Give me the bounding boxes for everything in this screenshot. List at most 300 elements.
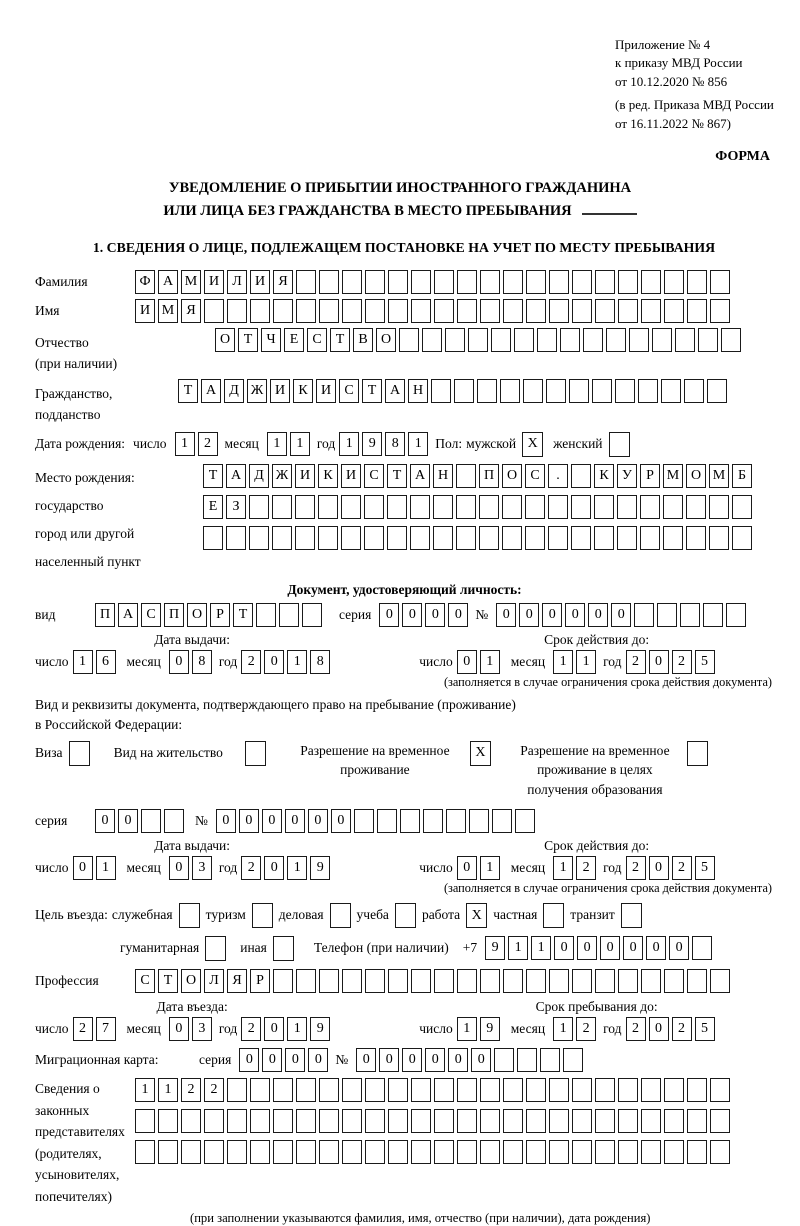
cell[interactable]: 0 bbox=[169, 1017, 189, 1041]
cell[interactable]: И bbox=[295, 464, 315, 488]
cell[interactable]: 0 bbox=[649, 856, 669, 880]
cell[interactable] bbox=[707, 379, 727, 403]
cell[interactable] bbox=[204, 299, 224, 323]
cell[interactable] bbox=[687, 969, 707, 993]
identity-valid-month-cells[interactable] bbox=[553, 650, 599, 674]
cell[interactable]: 2 bbox=[672, 856, 692, 880]
identity-series-cells[interactable] bbox=[379, 603, 471, 627]
cell[interactable]: С bbox=[307, 328, 327, 352]
cell[interactable]: 1 bbox=[267, 432, 287, 456]
cell[interactable] bbox=[319, 270, 339, 294]
cell[interactable] bbox=[572, 1078, 592, 1102]
cell[interactable] bbox=[388, 1078, 408, 1102]
cell[interactable] bbox=[434, 1078, 454, 1102]
cell[interactable] bbox=[410, 526, 430, 550]
cell[interactable]: И bbox=[204, 270, 224, 294]
cell[interactable]: 0 bbox=[402, 1048, 422, 1072]
cell[interactable] bbox=[503, 1109, 523, 1133]
cell[interactable] bbox=[710, 1078, 730, 1102]
cell[interactable] bbox=[652, 328, 672, 352]
residence-issue-day-cells[interactable] bbox=[73, 856, 119, 880]
cell[interactable]: 0 bbox=[448, 1048, 468, 1072]
cell[interactable]: Я bbox=[273, 270, 293, 294]
cell[interactable] bbox=[249, 495, 269, 519]
birth-month-cells[interactable] bbox=[267, 432, 313, 456]
cell[interactable] bbox=[548, 526, 568, 550]
cell[interactable] bbox=[423, 809, 443, 833]
entry-year-cells[interactable] bbox=[241, 1017, 333, 1041]
cell[interactable] bbox=[457, 270, 477, 294]
cell[interactable] bbox=[342, 1109, 362, 1133]
cell[interactable]: Я bbox=[227, 969, 247, 993]
cell[interactable] bbox=[249, 526, 269, 550]
birth-place-cells-row3[interactable] bbox=[203, 526, 755, 550]
cell[interactable] bbox=[227, 1140, 247, 1164]
cell[interactable]: О bbox=[502, 464, 522, 488]
cell[interactable]: 0 bbox=[402, 603, 422, 627]
cell[interactable]: 0 bbox=[425, 1048, 445, 1072]
cell[interactable]: 5 bbox=[695, 856, 715, 880]
cell[interactable] bbox=[595, 270, 615, 294]
cell[interactable] bbox=[445, 328, 465, 352]
cell[interactable]: 0 bbox=[611, 603, 631, 627]
cell[interactable] bbox=[319, 969, 339, 993]
purpose-official-checkbox[interactable] bbox=[179, 903, 200, 928]
cell[interactable]: Ч bbox=[261, 328, 281, 352]
cell[interactable]: 9 bbox=[310, 1017, 330, 1041]
cell[interactable] bbox=[526, 1109, 546, 1133]
cell[interactable] bbox=[296, 1140, 316, 1164]
identity-valid-day-cells[interactable] bbox=[457, 650, 503, 674]
cell[interactable]: А bbox=[158, 270, 178, 294]
cell[interactable]: 0 bbox=[169, 856, 189, 880]
cell[interactable]: Р bbox=[640, 464, 660, 488]
cell[interactable]: С bbox=[141, 603, 161, 627]
cell[interactable] bbox=[526, 270, 546, 294]
cell[interactable] bbox=[641, 299, 661, 323]
cell[interactable] bbox=[634, 603, 654, 627]
cell[interactable]: 0 bbox=[496, 603, 516, 627]
cell[interactable]: И bbox=[316, 379, 336, 403]
cell[interactable] bbox=[319, 1109, 339, 1133]
cell[interactable]: 0 bbox=[565, 603, 585, 627]
cell[interactable]: 0 bbox=[285, 1048, 305, 1072]
cell[interactable] bbox=[540, 1048, 560, 1072]
cell[interactable]: 6 bbox=[96, 650, 116, 674]
cell[interactable] bbox=[479, 495, 499, 519]
stay-month-cells[interactable] bbox=[553, 1017, 599, 1041]
cell[interactable] bbox=[548, 495, 568, 519]
cell[interactable] bbox=[572, 1109, 592, 1133]
cell[interactable]: Е bbox=[284, 328, 304, 352]
cell[interactable] bbox=[537, 328, 557, 352]
cell[interactable] bbox=[431, 379, 451, 403]
cell[interactable] bbox=[387, 526, 407, 550]
cell[interactable]: О bbox=[187, 603, 207, 627]
cell[interactable]: Е bbox=[203, 495, 223, 519]
cell[interactable]: 2 bbox=[576, 1017, 596, 1041]
cell[interactable] bbox=[181, 1140, 201, 1164]
cell[interactable]: Т bbox=[233, 603, 253, 627]
cell[interactable] bbox=[675, 328, 695, 352]
cell[interactable]: Я bbox=[181, 299, 201, 323]
cell[interactable] bbox=[272, 526, 292, 550]
cell[interactable]: И bbox=[135, 299, 155, 323]
cell[interactable]: В bbox=[353, 328, 373, 352]
cell[interactable] bbox=[502, 495, 522, 519]
cell[interactable] bbox=[594, 495, 614, 519]
cell[interactable]: 2 bbox=[626, 856, 646, 880]
purpose-tourism-checkbox[interactable] bbox=[252, 903, 273, 928]
cell[interactable] bbox=[686, 495, 706, 519]
cell[interactable] bbox=[595, 1078, 615, 1102]
cell[interactable] bbox=[457, 299, 477, 323]
cell[interactable] bbox=[227, 1109, 247, 1133]
cell[interactable]: И bbox=[341, 464, 361, 488]
cell[interactable] bbox=[595, 1109, 615, 1133]
cell[interactable] bbox=[295, 495, 315, 519]
cell[interactable] bbox=[319, 299, 339, 323]
cell[interactable] bbox=[526, 1140, 546, 1164]
migration-number-cells[interactable] bbox=[356, 1048, 586, 1072]
residence-series-cells[interactable] bbox=[95, 809, 187, 833]
cell[interactable] bbox=[572, 1140, 592, 1164]
cell[interactable] bbox=[563, 1048, 583, 1072]
cell[interactable]: Н bbox=[433, 464, 453, 488]
cell[interactable]: 2 bbox=[672, 650, 692, 674]
cell[interactable]: 1 bbox=[553, 1017, 573, 1041]
cell[interactable]: 0 bbox=[356, 1048, 376, 1072]
cell[interactable]: М bbox=[181, 270, 201, 294]
cell[interactable]: 0 bbox=[379, 603, 399, 627]
cell[interactable]: 1 bbox=[175, 432, 195, 456]
cell[interactable] bbox=[703, 603, 723, 627]
cell[interactable] bbox=[365, 1109, 385, 1133]
cell[interactable] bbox=[710, 969, 730, 993]
cell[interactable] bbox=[296, 270, 316, 294]
cell[interactable] bbox=[295, 526, 315, 550]
cell[interactable]: Т bbox=[330, 328, 350, 352]
cell[interactable] bbox=[433, 526, 453, 550]
legal-representatives-cells-row3[interactable] bbox=[135, 1140, 733, 1164]
cell[interactable] bbox=[657, 603, 677, 627]
profession-cells[interactable] bbox=[135, 969, 733, 993]
cell[interactable] bbox=[273, 1140, 293, 1164]
cell[interactable]: 0 bbox=[262, 809, 282, 833]
identity-issue-year-cells[interactable] bbox=[241, 650, 333, 674]
cell[interactable] bbox=[250, 1140, 270, 1164]
cell[interactable] bbox=[256, 603, 276, 627]
cell[interactable] bbox=[204, 1140, 224, 1164]
cell[interactable]: 5 bbox=[695, 650, 715, 674]
cell[interactable]: 1 bbox=[96, 856, 116, 880]
cell[interactable]: Т bbox=[362, 379, 382, 403]
cell[interactable] bbox=[273, 1078, 293, 1102]
cell[interactable] bbox=[721, 328, 741, 352]
cell[interactable] bbox=[726, 603, 746, 627]
cell[interactable] bbox=[641, 969, 661, 993]
entry-day-cells[interactable] bbox=[73, 1017, 119, 1041]
cell[interactable] bbox=[354, 809, 374, 833]
cell[interactable] bbox=[572, 299, 592, 323]
cell[interactable] bbox=[491, 328, 511, 352]
cell[interactable] bbox=[273, 969, 293, 993]
cell[interactable] bbox=[595, 299, 615, 323]
cell[interactable] bbox=[583, 328, 603, 352]
cell[interactable]: 2 bbox=[73, 1017, 93, 1041]
cell[interactable]: 0 bbox=[285, 809, 305, 833]
cell[interactable] bbox=[434, 1109, 454, 1133]
cell[interactable]: Р bbox=[210, 603, 230, 627]
cell[interactable]: 2 bbox=[241, 1017, 261, 1041]
cell[interactable]: 0 bbox=[264, 650, 284, 674]
cell[interactable]: Т bbox=[158, 969, 178, 993]
cell[interactable] bbox=[411, 1109, 431, 1133]
cell[interactable] bbox=[618, 1109, 638, 1133]
cell[interactable]: 0 bbox=[457, 650, 477, 674]
cell[interactable] bbox=[272, 495, 292, 519]
cell[interactable] bbox=[457, 1078, 477, 1102]
cell[interactable]: Д bbox=[224, 379, 244, 403]
legal-representatives-cells-row2[interactable] bbox=[135, 1109, 733, 1133]
cell[interactable] bbox=[503, 1140, 523, 1164]
residence-valid-month-cells[interactable] bbox=[553, 856, 599, 880]
cell[interactable] bbox=[687, 1109, 707, 1133]
cell[interactable] bbox=[400, 809, 420, 833]
cell[interactable]: А bbox=[226, 464, 246, 488]
purpose-work-checkbox[interactable]: X bbox=[466, 903, 487, 928]
cell[interactable] bbox=[515, 809, 535, 833]
cell[interactable] bbox=[457, 969, 477, 993]
cell[interactable]: С bbox=[339, 379, 359, 403]
cell[interactable]: 2 bbox=[241, 856, 261, 880]
cell[interactable] bbox=[560, 328, 580, 352]
purpose-humanitarian-checkbox[interactable] bbox=[205, 936, 226, 961]
cell[interactable] bbox=[480, 969, 500, 993]
cell[interactable]: И bbox=[250, 270, 270, 294]
residence-valid-year-cells[interactable] bbox=[626, 856, 718, 880]
cell[interactable] bbox=[572, 270, 592, 294]
cell[interactable] bbox=[273, 1109, 293, 1133]
cell[interactable] bbox=[318, 526, 338, 550]
cell[interactable]: М bbox=[663, 464, 683, 488]
entry-month-cells[interactable] bbox=[169, 1017, 215, 1041]
cell[interactable]: 3 bbox=[192, 856, 212, 880]
residence-valid-day-cells[interactable] bbox=[457, 856, 503, 880]
cell[interactable]: 1 bbox=[287, 650, 307, 674]
cell[interactable]: 0 bbox=[118, 809, 138, 833]
cell[interactable]: 1 bbox=[480, 856, 500, 880]
cell[interactable] bbox=[411, 299, 431, 323]
cell[interactable] bbox=[158, 1109, 178, 1133]
purpose-study-checkbox[interactable] bbox=[395, 903, 416, 928]
visa-checkbox[interactable] bbox=[69, 741, 90, 766]
cell[interactable] bbox=[523, 379, 543, 403]
patronymic-cells[interactable] bbox=[215, 328, 744, 352]
migration-series-cells[interactable] bbox=[239, 1048, 331, 1072]
cell[interactable] bbox=[141, 809, 161, 833]
cell[interactable] bbox=[503, 299, 523, 323]
purpose-other-checkbox[interactable] bbox=[273, 936, 294, 961]
cell[interactable] bbox=[434, 1140, 454, 1164]
identity-number-cells[interactable] bbox=[496, 603, 749, 627]
cell[interactable]: 1 bbox=[158, 1078, 178, 1102]
cell[interactable] bbox=[273, 299, 293, 323]
purpose-private-checkbox[interactable] bbox=[543, 903, 564, 928]
cell[interactable] bbox=[226, 526, 246, 550]
cell[interactable]: З bbox=[226, 495, 246, 519]
cell[interactable] bbox=[502, 526, 522, 550]
identity-issue-month-cells[interactable] bbox=[169, 650, 215, 674]
cell[interactable]: 3 bbox=[192, 1017, 212, 1041]
cell[interactable] bbox=[318, 495, 338, 519]
cell[interactable]: К bbox=[293, 379, 313, 403]
cell[interactable]: А bbox=[201, 379, 221, 403]
cell[interactable]: У bbox=[617, 464, 637, 488]
cell[interactable]: 1 bbox=[339, 432, 359, 456]
cell[interactable]: Н bbox=[408, 379, 428, 403]
cell[interactable] bbox=[422, 328, 442, 352]
cell[interactable] bbox=[546, 379, 566, 403]
cell[interactable] bbox=[494, 1048, 514, 1072]
cell[interactable] bbox=[468, 328, 488, 352]
cell[interactable]: Т bbox=[387, 464, 407, 488]
cell[interactable] bbox=[517, 1048, 537, 1072]
cell[interactable]: П bbox=[479, 464, 499, 488]
cell[interactable] bbox=[341, 495, 361, 519]
purpose-business-checkbox[interactable] bbox=[330, 903, 351, 928]
cell[interactable] bbox=[526, 1078, 546, 1102]
stay-year-cells[interactable] bbox=[626, 1017, 718, 1041]
cell[interactable] bbox=[296, 299, 316, 323]
cell[interactable]: 9 bbox=[310, 856, 330, 880]
birth-year-cells[interactable] bbox=[339, 432, 431, 456]
cell[interactable]: 0 bbox=[588, 603, 608, 627]
cell[interactable] bbox=[296, 1109, 316, 1133]
cell[interactable] bbox=[227, 1078, 247, 1102]
cell[interactable] bbox=[365, 270, 385, 294]
cell[interactable]: О bbox=[181, 969, 201, 993]
cell[interactable]: П bbox=[95, 603, 115, 627]
cell[interactable] bbox=[595, 1140, 615, 1164]
cell[interactable] bbox=[388, 1140, 408, 1164]
cell[interactable]: 0 bbox=[542, 603, 562, 627]
cell[interactable]: 2 bbox=[241, 650, 261, 674]
cell[interactable] bbox=[569, 379, 589, 403]
cell[interactable] bbox=[364, 526, 384, 550]
cell[interactable] bbox=[250, 1109, 270, 1133]
cell[interactable] bbox=[525, 495, 545, 519]
cell[interactable] bbox=[250, 299, 270, 323]
cell[interactable]: Ф bbox=[135, 270, 155, 294]
cell[interactable]: Т bbox=[178, 379, 198, 403]
cell[interactable]: 7 bbox=[96, 1017, 116, 1041]
cell[interactable] bbox=[592, 379, 612, 403]
cell[interactable]: М bbox=[158, 299, 178, 323]
sex-female-checkbox[interactable] bbox=[609, 432, 630, 457]
cell[interactable] bbox=[680, 603, 700, 627]
cell[interactable]: 2 bbox=[672, 1017, 692, 1041]
cell[interactable] bbox=[684, 379, 704, 403]
cell[interactable]: 1 bbox=[553, 650, 573, 674]
cell[interactable]: А bbox=[118, 603, 138, 627]
surname-cells[interactable] bbox=[135, 270, 733, 294]
cell[interactable] bbox=[641, 1109, 661, 1133]
birth-day-cells[interactable] bbox=[175, 432, 221, 456]
cell[interactable] bbox=[640, 495, 660, 519]
cell[interactable] bbox=[641, 1078, 661, 1102]
cell[interactable]: 1 bbox=[290, 432, 310, 456]
identity-issue-day-cells[interactable] bbox=[73, 650, 119, 674]
purpose-transit-checkbox[interactable] bbox=[621, 903, 642, 928]
cell[interactable]: Т bbox=[238, 328, 258, 352]
cell[interactable] bbox=[296, 969, 316, 993]
stay-day-cells[interactable] bbox=[457, 1017, 503, 1041]
cell[interactable] bbox=[664, 299, 684, 323]
cell[interactable]: С bbox=[135, 969, 155, 993]
cell[interactable]: Д bbox=[249, 464, 269, 488]
cell[interactable] bbox=[549, 1140, 569, 1164]
cell[interactable] bbox=[687, 1140, 707, 1164]
cell[interactable]: 1 bbox=[287, 856, 307, 880]
cell[interactable] bbox=[514, 328, 534, 352]
cell[interactable] bbox=[571, 495, 591, 519]
cell[interactable] bbox=[661, 379, 681, 403]
cell[interactable]: 2 bbox=[626, 1017, 646, 1041]
cell[interactable]: 0 bbox=[519, 603, 539, 627]
cell[interactable] bbox=[364, 495, 384, 519]
cell[interactable] bbox=[618, 299, 638, 323]
cell[interactable]: Ж bbox=[272, 464, 292, 488]
cell[interactable] bbox=[164, 809, 184, 833]
cell[interactable] bbox=[503, 1078, 523, 1102]
cell[interactable] bbox=[469, 809, 489, 833]
residence-issue-month-cells[interactable] bbox=[169, 856, 215, 880]
cell[interactable]: 5 bbox=[695, 1017, 715, 1041]
cell[interactable]: 2 bbox=[204, 1078, 224, 1102]
cell[interactable] bbox=[342, 969, 362, 993]
cell[interactable] bbox=[503, 969, 523, 993]
cell[interactable] bbox=[342, 270, 362, 294]
cell[interactable]: 0 bbox=[169, 650, 189, 674]
cell[interactable] bbox=[641, 1140, 661, 1164]
cell[interactable]: 9 bbox=[362, 432, 382, 456]
cell[interactable] bbox=[549, 969, 569, 993]
cell[interactable] bbox=[411, 270, 431, 294]
cell[interactable]: 0 bbox=[646, 936, 666, 960]
cell[interactable] bbox=[456, 526, 476, 550]
cell[interactable] bbox=[687, 270, 707, 294]
cell[interactable]: 2 bbox=[181, 1078, 201, 1102]
cell[interactable]: 8 bbox=[385, 432, 405, 456]
cell[interactable] bbox=[638, 379, 658, 403]
cell[interactable] bbox=[572, 969, 592, 993]
cell[interactable] bbox=[687, 1078, 707, 1102]
cell[interactable] bbox=[618, 1078, 638, 1102]
cell[interactable] bbox=[710, 1140, 730, 1164]
cell[interactable] bbox=[319, 1078, 339, 1102]
cell[interactable] bbox=[454, 379, 474, 403]
cell[interactable] bbox=[250, 1078, 270, 1102]
cell[interactable] bbox=[641, 270, 661, 294]
cell[interactable]: . bbox=[548, 464, 568, 488]
identity-type-cells[interactable] bbox=[95, 603, 325, 627]
cell[interactable]: 0 bbox=[262, 1048, 282, 1072]
cell[interactable]: 0 bbox=[448, 603, 468, 627]
cell[interactable] bbox=[399, 328, 419, 352]
cell[interactable] bbox=[732, 495, 752, 519]
cell[interactable] bbox=[664, 1078, 684, 1102]
